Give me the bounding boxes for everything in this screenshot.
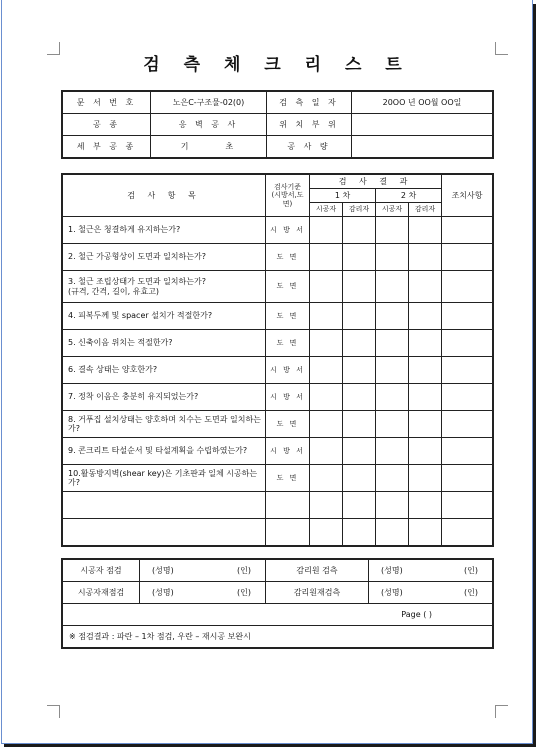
check-item-basis: 도 면 bbox=[266, 465, 310, 492]
builder-check-seal: (인) bbox=[237, 565, 251, 575]
table-row bbox=[63, 357, 493, 384]
check-item-basis: 도 면 bbox=[266, 271, 310, 303]
check-item-text: 7. 정착 이음은 충분히 유지되었는가? bbox=[63, 384, 266, 411]
check-cell-action[interactable] bbox=[442, 438, 493, 465]
check-cell-builder-1st[interactable] bbox=[310, 438, 343, 465]
builder-recheck-label: 시공자재점검 bbox=[63, 582, 140, 604]
builder-check-sign[interactable] bbox=[140, 560, 266, 582]
header-item: 검 사 항 목 bbox=[63, 175, 266, 217]
check-item-text bbox=[63, 492, 266, 519]
signature-table bbox=[62, 559, 493, 648]
header-supervisor-1: 감리자 bbox=[343, 203, 376, 217]
check-item-text bbox=[63, 519, 266, 546]
header-basis bbox=[266, 175, 310, 217]
check-cell-builder-2nd[interactable] bbox=[376, 384, 409, 411]
work-type-label: 공 종 bbox=[63, 114, 151, 136]
supervisor-check-sign[interactable] bbox=[369, 560, 493, 582]
check-cell-builder-1st[interactable] bbox=[310, 303, 343, 330]
check-cell-builder-1st[interactable] bbox=[310, 411, 343, 438]
check-cell-builder-1st[interactable] bbox=[310, 384, 343, 411]
check-item-basis: 시 방 서 bbox=[266, 217, 310, 244]
check-cell-supervisor-2nd[interactable] bbox=[409, 357, 442, 384]
check-cell-supervisor-1st[interactable] bbox=[343, 465, 376, 492]
check-cell-supervisor-1st[interactable] bbox=[343, 244, 376, 271]
crop-mark-top-right bbox=[495, 42, 508, 55]
check-item-basis: 시 방 서 bbox=[266, 384, 310, 411]
check-cell-supervisor-1st[interactable] bbox=[343, 384, 376, 411]
check-cell-action[interactable] bbox=[442, 384, 493, 411]
builder-recheck-sign[interactable] bbox=[140, 582, 266, 604]
supervisor-check-label: 감리원 검측 bbox=[266, 560, 369, 582]
date-label: 검 측 일 자 bbox=[267, 92, 352, 114]
check-cell-builder-1st[interactable] bbox=[310, 271, 343, 303]
check-cell-builder-2nd[interactable] bbox=[376, 217, 409, 244]
builder-check-name: (성명) bbox=[152, 565, 174, 575]
check-cell-supervisor-2nd[interactable] bbox=[409, 438, 442, 465]
sub-work-b: 초 bbox=[225, 141, 237, 151]
contractor-label: 공 사 량 bbox=[267, 136, 352, 158]
table-row bbox=[63, 271, 493, 303]
check-cell-builder-2nd[interactable] bbox=[376, 330, 409, 357]
check-cell-builder-2nd[interactable] bbox=[376, 303, 409, 330]
check-item-basis: 도 면 bbox=[266, 330, 310, 357]
check-cell-builder-1st[interactable] bbox=[310, 492, 343, 519]
check-cell-supervisor-2nd[interactable] bbox=[409, 303, 442, 330]
doc-no-value[interactable]: 노은C-구조물-02(0) bbox=[151, 92, 267, 114]
check-cell-supervisor-2nd[interactable] bbox=[409, 217, 442, 244]
check-cell-supervisor-2nd[interactable] bbox=[409, 384, 442, 411]
check-cell-supervisor-2nd[interactable] bbox=[409, 492, 442, 519]
check-cell-supervisor-1st[interactable] bbox=[343, 411, 376, 438]
check-cell-supervisor-1st[interactable] bbox=[343, 438, 376, 465]
check-cell-supervisor-2nd[interactable] bbox=[409, 244, 442, 271]
check-cell-builder-1st[interactable] bbox=[310, 217, 343, 244]
builder-recheck-seal: (인) bbox=[237, 587, 251, 597]
header-second: 2 차 bbox=[376, 189, 442, 203]
check-cell-supervisor-1st[interactable] bbox=[343, 492, 376, 519]
check-item-basis: 도 면 bbox=[266, 244, 310, 271]
check-cell-supervisor-2nd[interactable] bbox=[409, 465, 442, 492]
check-item-text: 8. 거푸집 설치상태는 양호하며 치수는 도면과 일치하는가? bbox=[63, 411, 266, 438]
check-cell-action[interactable] bbox=[442, 303, 493, 330]
check-item-text: 10.활동방지벽(shear key)은 기초판과 일체 시공하는가? bbox=[63, 465, 266, 492]
supervisor-check-seal: (인) bbox=[464, 565, 478, 575]
check-cell-builder-2nd[interactable] bbox=[376, 244, 409, 271]
footnote: ※ 점검결과 : 파란 – 1차 점검, 우란 – 재시공 보완시 bbox=[63, 626, 493, 648]
sub-work-label: 세 부 공 종 bbox=[63, 136, 151, 158]
check-cell-supervisor-1st[interactable] bbox=[343, 217, 376, 244]
page-number: Page ( ) bbox=[63, 604, 493, 626]
check-item-basis: 도 면 bbox=[266, 303, 310, 330]
check-cell-builder-2nd[interactable] bbox=[376, 438, 409, 465]
check-cell-action[interactable] bbox=[442, 411, 493, 438]
check-cell-supervisor-2nd[interactable] bbox=[409, 271, 442, 303]
header-action: 조치사항 bbox=[442, 175, 493, 217]
check-cell-action[interactable] bbox=[442, 244, 493, 271]
header-first: 1 차 bbox=[310, 189, 376, 203]
check-cell-builder-1st[interactable] bbox=[310, 357, 343, 384]
check-item-text: 2. 철근 가공형상이 도면과 일치하는가? bbox=[63, 244, 266, 271]
location-label: 위 치 부 위 bbox=[267, 114, 352, 136]
doc-no-label: 문 서 번 호 bbox=[63, 92, 151, 114]
checklist-body bbox=[63, 217, 493, 546]
check-cell-action[interactable] bbox=[442, 519, 493, 546]
contractor-value[interactable] bbox=[352, 136, 493, 158]
table-row bbox=[63, 438, 493, 465]
check-cell-builder-2nd[interactable] bbox=[376, 519, 409, 546]
check-cell-action[interactable] bbox=[442, 330, 493, 357]
check-cell-builder-2nd[interactable] bbox=[376, 357, 409, 384]
check-item-basis: 도 면 bbox=[266, 411, 310, 438]
header-result: 검 사 결 과 bbox=[310, 175, 442, 189]
check-item-basis: 시 방 서 bbox=[266, 438, 310, 465]
table-row bbox=[63, 217, 493, 244]
builder-recheck-name: (성명) bbox=[152, 587, 174, 597]
sub-work-a: 기 bbox=[180, 141, 192, 151]
check-cell-action[interactable] bbox=[442, 465, 493, 492]
builder-check-label: 시공자 점검 bbox=[63, 560, 140, 582]
check-cell-action[interactable] bbox=[442, 217, 493, 244]
check-item-basis: 시 방 서 bbox=[266, 357, 310, 384]
supervisor-recheck-label: 감리원재검측 bbox=[266, 582, 369, 604]
header-builder-2: 시공자 bbox=[376, 203, 409, 217]
header-basis-line1: 검사기준 bbox=[273, 183, 302, 192]
check-item-text: 5. 신축이음 위치는 적절한가? bbox=[63, 330, 266, 357]
supervisor-recheck-seal: (인) bbox=[464, 587, 478, 597]
check-cell-builder-2nd[interactable] bbox=[376, 411, 409, 438]
check-cell-supervisor-1st[interactable] bbox=[343, 271, 376, 303]
supervisor-recheck-name: (성명) bbox=[381, 587, 403, 597]
check-cell-builder-1st[interactable] bbox=[310, 330, 343, 357]
document-title: 검 측 체 크 리 스 트 bbox=[143, 55, 411, 75]
check-cell-builder-2nd[interactable] bbox=[376, 465, 409, 492]
checklist-table bbox=[62, 174, 493, 546]
date-value[interactable]: 20OO 년 OO월 OO일 bbox=[352, 92, 493, 114]
check-item-basis bbox=[266, 492, 310, 519]
check-cell-builder-1st[interactable] bbox=[310, 465, 343, 492]
check-cell-action[interactable] bbox=[442, 271, 493, 303]
check-cell-action[interactable] bbox=[442, 357, 493, 384]
check-cell-supervisor-2nd[interactable] bbox=[409, 330, 442, 357]
sub-work-value[interactable] bbox=[151, 136, 267, 158]
check-cell-builder-1st[interactable] bbox=[310, 519, 343, 546]
document-info-table bbox=[62, 91, 493, 158]
check-cell-builder-2nd[interactable] bbox=[376, 492, 409, 519]
check-item-text: 6. 결속 상태는 양호한가? bbox=[63, 357, 266, 384]
table-row bbox=[63, 244, 493, 271]
location-value[interactable] bbox=[352, 114, 493, 136]
table-row bbox=[63, 519, 493, 546]
header-basis-line2: (시방서,도면) bbox=[271, 191, 304, 208]
table-row bbox=[63, 492, 493, 519]
check-item-text: 4. 피복두께 및 spacer 설치가 적절한가? bbox=[63, 303, 266, 330]
header-builder-1: 시공자 bbox=[310, 203, 343, 217]
table-row bbox=[63, 330, 493, 357]
check-item-text: 3. 철근 조립상태가 도면과 일치하는가? (규격, 간격, 길이, 유효고) bbox=[63, 271, 266, 303]
header-supervisor-2: 감리자 bbox=[409, 203, 442, 217]
check-cell-supervisor-1st[interactable] bbox=[343, 330, 376, 357]
table-row bbox=[63, 465, 493, 492]
table-row bbox=[63, 411, 493, 438]
crop-mark-top-left bbox=[47, 42, 60, 55]
check-cell-action[interactable] bbox=[442, 492, 493, 519]
work-type-value[interactable]: 응 벽 공 사 bbox=[151, 114, 267, 136]
check-cell-supervisor-1st[interactable] bbox=[343, 519, 376, 546]
supervisor-check-name: (성명) bbox=[381, 565, 403, 575]
check-cell-supervisor-1st[interactable] bbox=[343, 303, 376, 330]
check-cell-builder-2nd[interactable] bbox=[376, 271, 409, 303]
check-cell-supervisor-2nd[interactable] bbox=[409, 411, 442, 438]
check-cell-supervisor-2nd[interactable] bbox=[409, 519, 442, 546]
check-cell-builder-1st[interactable] bbox=[310, 244, 343, 271]
table-row bbox=[63, 384, 493, 411]
supervisor-recheck-sign[interactable] bbox=[369, 582, 493, 604]
check-item-basis bbox=[266, 519, 310, 546]
check-cell-supervisor-1st[interactable] bbox=[343, 357, 376, 384]
page-shadow-right bbox=[533, 4, 536, 747]
table-row bbox=[63, 303, 493, 330]
crop-mark-bottom-right bbox=[495, 705, 508, 718]
check-item-text: 1. 철근은 청결하게 유지하는가? bbox=[63, 217, 266, 244]
check-item-text: 9. 콘크리트 타설순서 및 타설계획을 수립하였는가? bbox=[63, 438, 266, 465]
crop-mark-bottom-left bbox=[47, 705, 60, 718]
